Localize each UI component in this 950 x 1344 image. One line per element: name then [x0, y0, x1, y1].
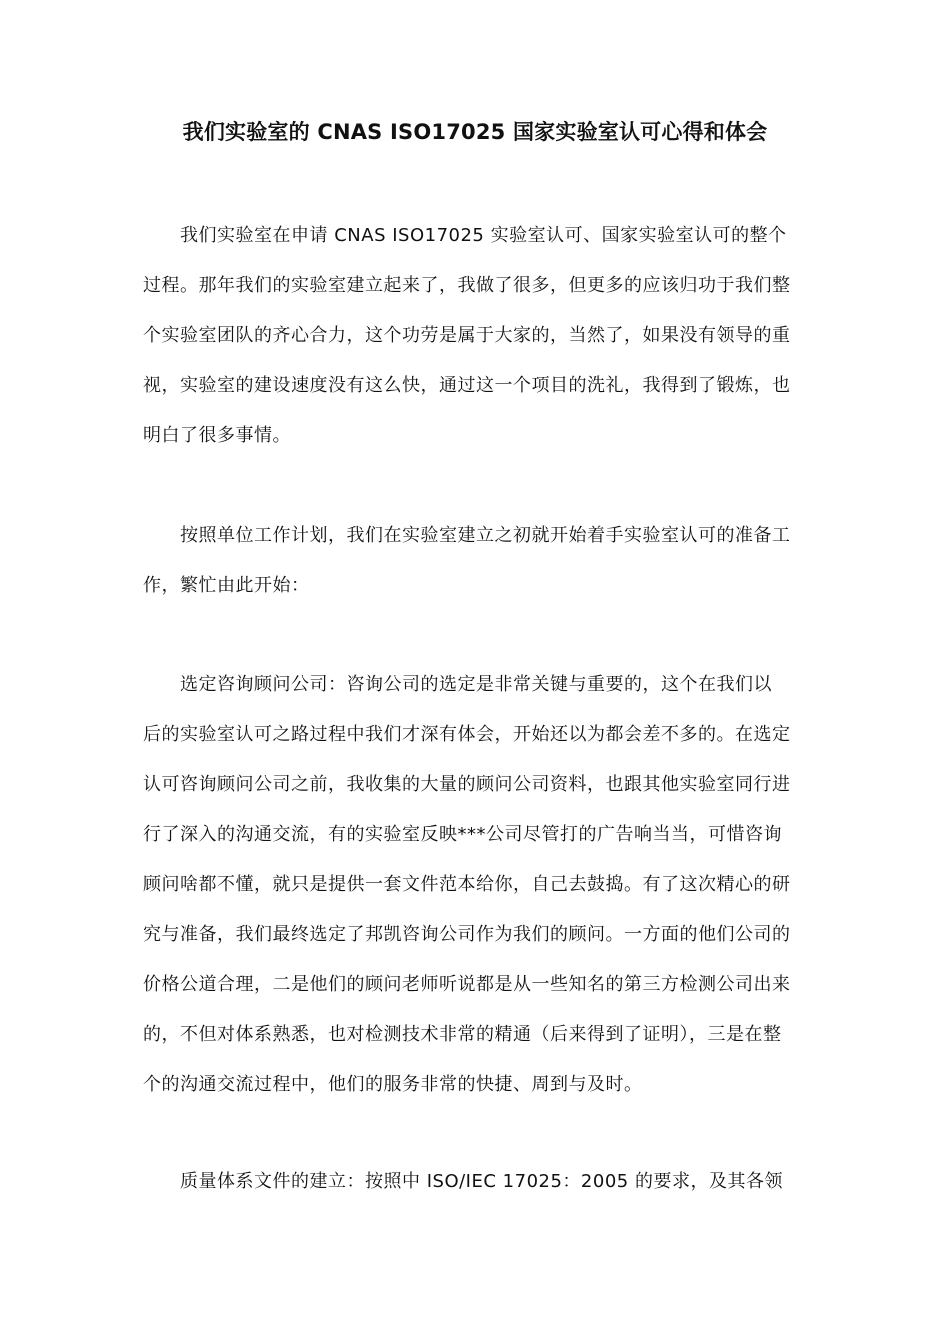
paragraph-line: 行了深入的沟通交流，有的实验室反映***公司尽管打的广告响当当，可惜咨询 [143, 824, 782, 845]
paragraph [143, 511, 811, 611]
paragraph-line: 按照单位工作计划，我们在实验室建立之初就开始着手实验室认可的准备工 [143, 525, 791, 546]
paragraph-line: 明白了很多事情。 [143, 425, 291, 446]
paragraph-line: 个实验室团队的齐心合力，这个功劳是属于大家的，当然了，如果没有领导的重 [143, 325, 791, 346]
paragraph-line: 作，繁忙由此开始： [143, 575, 310, 596]
paragraph-line: 个的沟通交流过程中，他们的服务非常的快捷、周到与及时。 [143, 1074, 643, 1095]
paragraph-line: 顾问啥都不懂，就只是提供一套文件范本给你，自己去鼓捣。有了这次精心的研 [143, 874, 791, 895]
paragraph-line: 过程。那年我们的实验室建立起来了，我做了很多，但更多的应该归功于我们整 [143, 275, 791, 296]
paragraph-line: 价格公道合理，二是他们的顾问老师听说都是从一些知名的第三方检测公司出来 [143, 974, 791, 995]
paragraph-line: 我们实验室在申请 CNAS ISO17025 实验室认可、国家实验室认可的整个 [143, 225, 787, 246]
paragraph-line: 质量体系文件的建立：按照中 ISO/IEC 17025：2005 的要求，及其各领 [143, 1171, 783, 1192]
paragraph-line: 选定咨询顾问公司：咨询公司的选定是非常关键与重要的，这个在我们以 [143, 674, 772, 695]
paragraph-line: 视，实验室的建设速度没有这么快，通过这一个项目的洗礼，我得到了锻炼，也 [143, 375, 791, 396]
paragraph [143, 211, 811, 461]
paragraph-line: 认可咨询顾问公司之前，我收集的大量的顾问公司资料，也跟其他实验室同行进 [143, 774, 791, 795]
paragraph-line: 究与准备，我们最终选定了邦凯咨询公司作为我们的顾问。一方面的他们公司的 [143, 924, 791, 945]
document-title: 我们实验室的 CNAS ISO17025 国家实验室认可心得和体会 [182, 120, 768, 144]
paragraph [143, 660, 811, 1110]
paragraph-line: 的，不但对体系熟悉，也对检测技术非常的精通（后来得到了证明），三是在整 [143, 1024, 782, 1045]
paragraph-line: 后的实验室认可之路过程中我们才深有体会，开始还以为都会差不多的。在选定 [143, 724, 791, 745]
paragraph [143, 1157, 811, 1207]
